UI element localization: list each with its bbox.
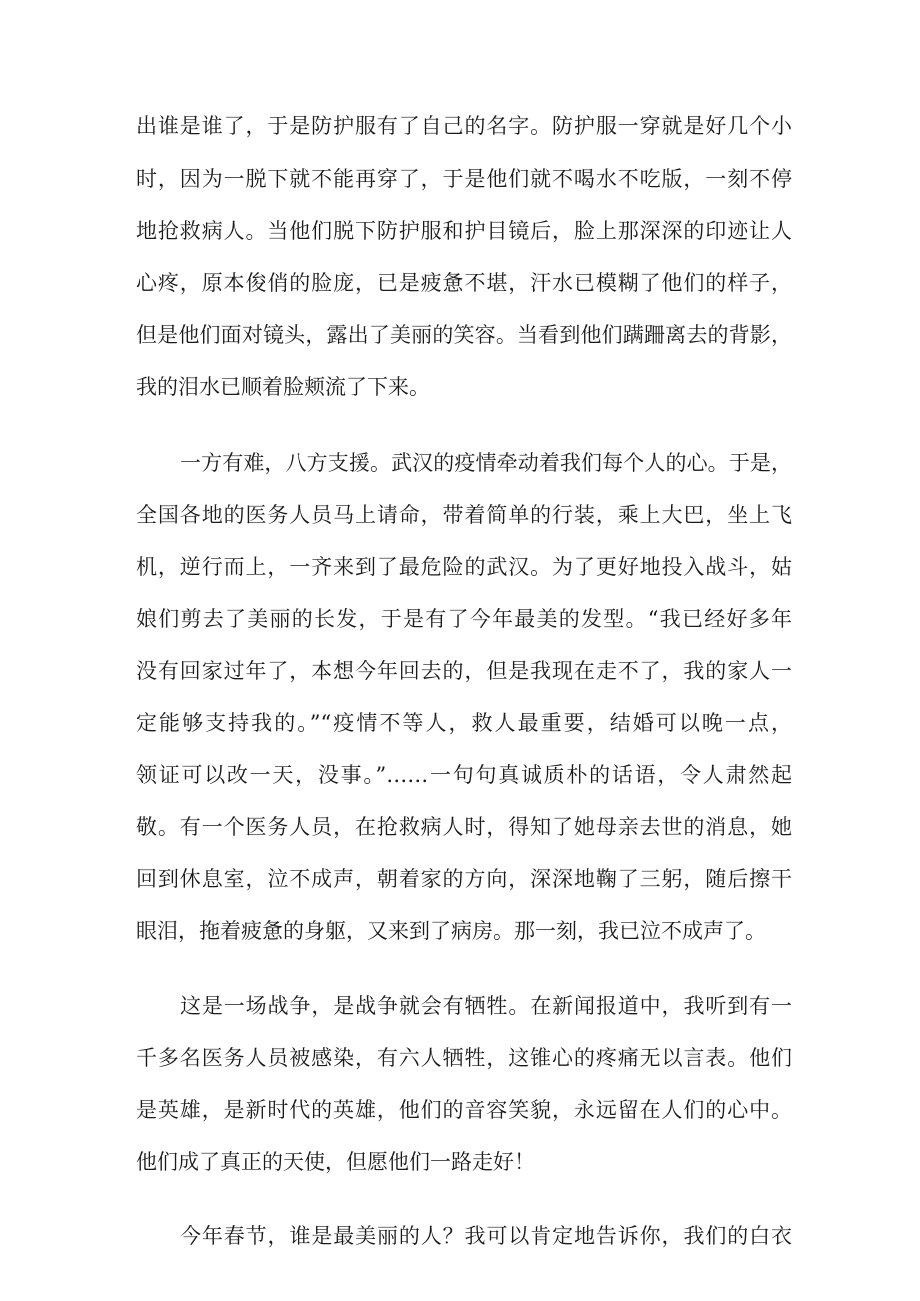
text-line: 没有回家过年了，本想今年回去的，但是我现在走不了，我的家人一	[136, 659, 792, 683]
text-line: 时，因为一脱下就不能再穿了，于是他们就不喝水不吃版，一刻不停	[136, 167, 792, 191]
text-line: 一方有难，八方支援。武汉的疫情牵动着我们每个人的心。于是，	[180, 451, 792, 475]
text-line: 回到休息室，泣不成声，朝着家的方向，深深地鞠了三躬，随后擦干	[136, 867, 792, 891]
text-line: 领证可以改一天，没事。”……一句句真诚质朴的话语，令人肃然起	[136, 763, 792, 787]
text-line: 今年春节，谁是最美丽的人？我可以肯定地告诉你，我们的白衣	[180, 1224, 792, 1248]
text-line: 敬。有一个医务人员，在抢救病人时，得知了她母亲去世的消息，她	[136, 815, 792, 839]
text-line: 机，逆行而上，一齐来到了最危险的武汉。为了更好地投入战斗，姑	[136, 555, 792, 579]
text-line: 定能够支持我的。”“疫情不等人，救人最重要，结婚可以晚一点，	[136, 711, 792, 735]
text-line: 心疼，原本俊俏的脸庞，已是疲惫不堪，汗水已模糊了他们的样子，	[136, 271, 792, 295]
text-line: 眼泪，拖着疲惫的身躯，又来到了病房。那一刻，我已泣不成声了。	[136, 919, 766, 943]
text-line: 我的泪水已顺着脸颊流了下来。	[136, 375, 430, 399]
text-line: 出谁是谁了，于是防护服有了自己的名字。防护服一穿就是好几个小	[136, 114, 792, 138]
text-line: 这是一场战争，是战争就会有牺牲。在新闻报道中，我听到有一	[180, 994, 792, 1018]
text-line: 娘们剪去了美丽的长发，于是有了今年最美的发型。“我已经好多年	[136, 607, 792, 631]
text-line: 他们成了真正的天使，但愿他们一路走好！	[136, 1150, 535, 1174]
text-line: 地抢救病人。当他们脱下防护服和护目镜后，脸上那深深的印迹让人	[136, 219, 792, 243]
text-line: 千多名医务人员被感染，有六人牺牲，这锥心的疼痛无以言表。他们	[136, 1046, 792, 1070]
text-line: 但是他们面对镜头，露出了美丽的笑容。当看到他们蹒跚离去的背影，	[136, 323, 792, 347]
text-line: 全国各地的医务人员马上请命，带着简单的行装，乘上大巴，坐上飞	[136, 503, 792, 527]
text-line: 是英雄，是新时代的英雄，他们的音容笑貌，永远留在人们的心中。	[136, 1098, 792, 1122]
